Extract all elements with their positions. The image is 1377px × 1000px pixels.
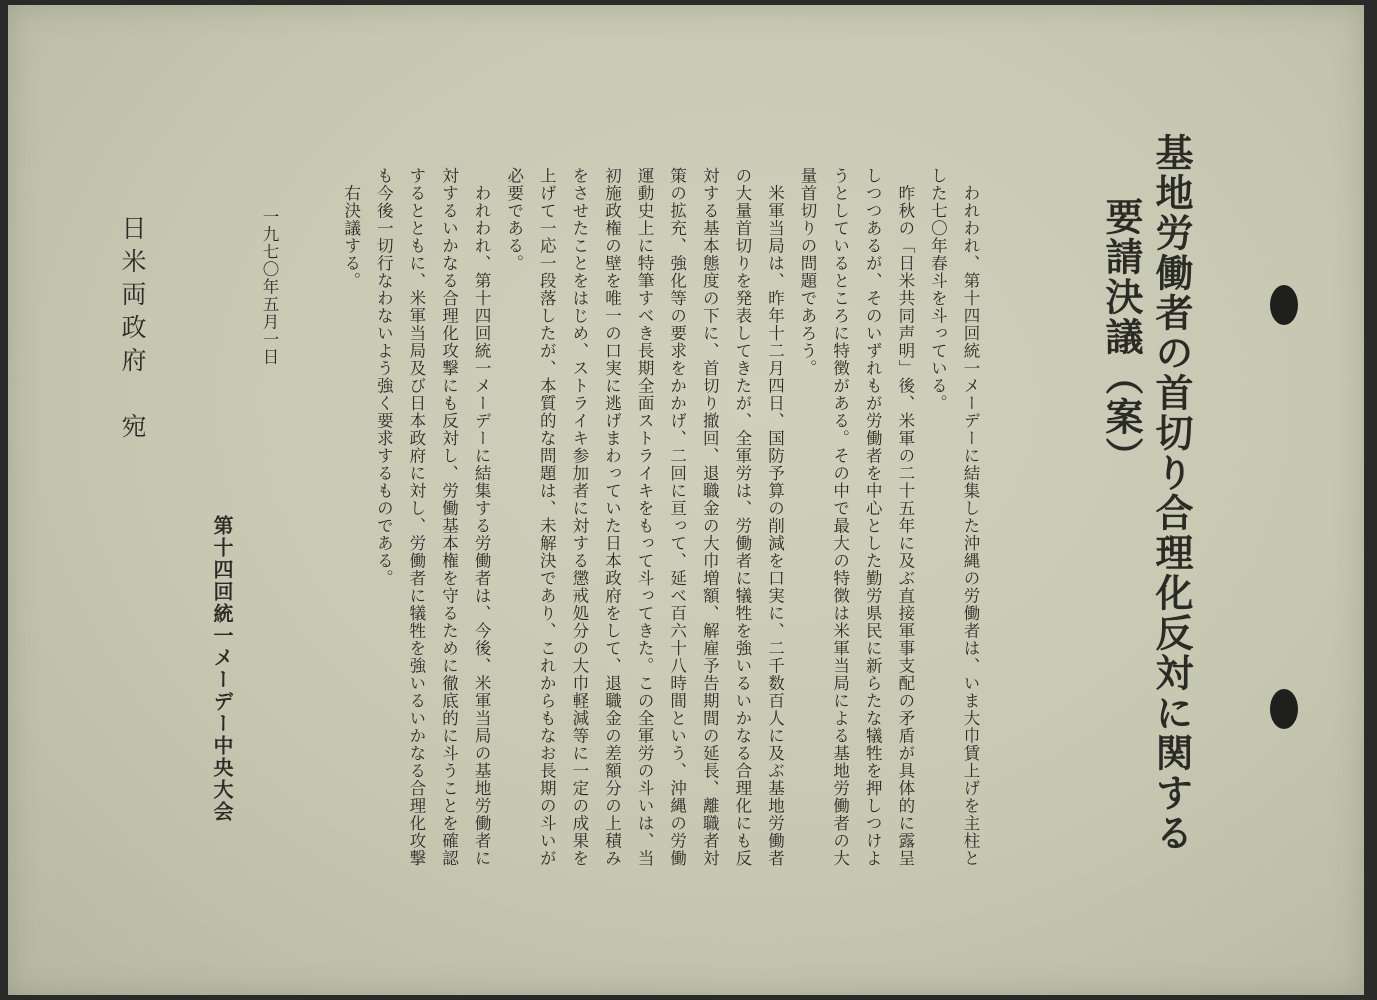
resolution-date: 一九七〇年五月一日	[260, 208, 279, 366]
body-line: するとともに、米軍当局及び日本政府に対し、労働者に犠牲を強いるいかなる合理化攻撃	[406, 167, 426, 867]
document-subtitle: 要請決議（案）	[1099, 197, 1143, 477]
body-line: 初施政権の壁を唯一の口実に逃げまわっていた日本政府をして、退職金の差額分の上積み	[602, 167, 622, 867]
body-line: 右決議する。	[341, 167, 361, 290]
body-line: 必要である。	[504, 167, 524, 272]
document-page	[8, 5, 1364, 995]
body-line: 対するいかなる合理化攻撃にも反対し、労働基本権を守るために徹底的に斗うことを確認	[439, 167, 459, 867]
addressee: 日米両政府 宛	[118, 215, 147, 446]
body-line: も今後一切行なわないよう強く要求するものである。	[374, 167, 394, 587]
body-line: 上げて一応一段落したが、本質的な問題は、未解決であり、これからもなお長期の斗いが	[537, 167, 557, 867]
body-line: 昨秋の「日米共同声明」後、米軍の二十五年に及ぶ直接軍事支配の矛盾が具体的に露呈	[895, 167, 915, 867]
body-line: われわれ、第十四回統一メーデーに結集する労働者は、今後、米軍当局の基地労働者に	[472, 167, 492, 867]
body-line: 量首切りの問題であろう。	[798, 167, 818, 377]
body-line: われわれ、第十四回統一メーデーに結集した沖縄の労働者は、いま大巾賃上げを主柱と	[961, 167, 980, 867]
body-line: 策の拡充、強化等の要求をかかげ、二回に亘って、延べ百六十八時間という、沖縄の労働	[667, 167, 687, 867]
document-title: 基地労働者の首切り合理化反対に関する	[1149, 133, 1193, 853]
resolution-body	[334, 167, 986, 867]
body-line: しつつあるが、そのいずれもが労働者を中心とした勤労県民に新らたな犠牲を押しつけよ	[863, 167, 883, 867]
punch-hole	[1270, 285, 1298, 325]
organization-name: 第十四回統一メーデー中央大会	[210, 515, 234, 823]
punch-hole	[1270, 689, 1298, 729]
body-line: うとしているところに特徴がある。その中で最大の特徴は米軍当局による基地労働者の大	[830, 167, 850, 867]
body-line: した七〇年春斗を斗っている。	[928, 167, 948, 412]
body-line: 運動史上に特筆すべき長期全面ストライキをもって斗ってきた。この全軍労の斗いは、当	[635, 167, 655, 867]
body-line: 米軍当局は、昨年十二月四日、国防予算の削減を口実に、二千数百人に及ぶ基地労働者	[765, 167, 785, 867]
body-line: の大量首切りを発表してきたが、全軍労は、労働者に犠牲を強いるいかなる合理化にも反	[732, 167, 752, 867]
body-line: 対する基本態度の下に、首切り撤回、退職金の大巾増額、解雇予告期間の延長、離職者対	[700, 167, 720, 867]
body-line: をさせたことをはじめ、ストライキ参加者に対する懲戒処分の大巾軽減等に一定の成果を	[569, 167, 589, 867]
